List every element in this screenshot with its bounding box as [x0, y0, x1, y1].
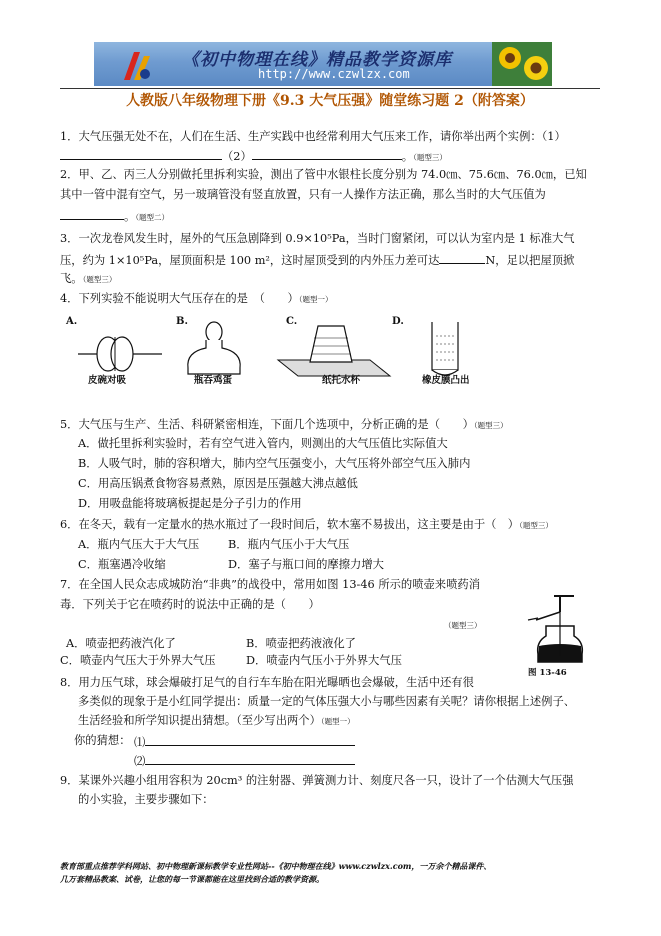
- q8-line3: 生活经验和所学知识提出猜想。（至少写出两个）（题型一）: [78, 714, 355, 727]
- q1-blank1[interactable]: [60, 148, 222, 160]
- q1-line2: （2） 。（题型三）: [60, 148, 447, 165]
- sprayer-icon: [524, 590, 604, 670]
- q8-guess1-blank[interactable]: [145, 734, 355, 746]
- q7-line1: 7．在全国人民众志成城防治“非典”的战役中，常用如图 13-46 所示的喷壶来喷药消: [60, 578, 480, 591]
- q7-option-c[interactable]: C．喷壶内气压大于外界大气压: [60, 654, 216, 667]
- q4-stem: 4．下列实验不能说明大气压存在的是 （ ）（题型一）: [60, 292, 333, 305]
- q5-option-b[interactable]: B．人吸气时，肺的容积增大，肺内空气压强变小，大气压将外部空气压入肺内: [78, 457, 471, 470]
- footer-line1: 教育部重点推荐学科网站、初中物理新课标教学专业性网站--《初中物理在线》www.czwlzx.com，一万余个精品课件、: [60, 861, 492, 871]
- q8-guess2: ⑵: [134, 753, 355, 769]
- q4-option-c-caption: 纸托水杯: [322, 375, 361, 386]
- page-footer: [60, 860, 491, 886]
- banner-title: 《初中物理在线》精品教学资源库: [182, 50, 452, 70]
- q5-option-a[interactable]: A．做托里拆利实验时，若有空气进入管内，则测出的大气压值比实际值大: [78, 437, 448, 450]
- site-logo-icon: [120, 46, 156, 82]
- q1-tag: （题型三）: [413, 153, 447, 162]
- q8-line1: 8．用力压气球，球会爆破打足气的自行车车胎在阳光曝晒也会爆破，生活中还有很: [60, 676, 474, 689]
- q3-line1: 3．一次龙卷风发生时，屋外的气压急剧降到 0.9×10⁵Pa，当时门窗紧闭，可以认为室内是 1 标准大气: [60, 232, 575, 245]
- q1-line1: 1．大气压强无处不在，人们在生活、生产实践中也经常利用大气压来工作，请你举出两个实例：（1）: [60, 130, 566, 143]
- q2-line1: 2．甲、乙、丙三人分别做托里拆利实验，测出了管中水银柱长度分别为 74.0㎝、75.6㎝、76.0㎝，已知: [60, 168, 587, 181]
- inverted-cup-icon: [278, 326, 390, 376]
- q3-line2: 压，约为 1×10⁵Pa，屋顶面积是 100 m²，这时屋顶受到的内外压力差可达 N，足以把屋顶掀: [60, 254, 575, 267]
- q2-line2: 其中一管中混有空气，另一玻璃管没有竖直放置，只有一人操作方法正确，那么当时的大气压值为: [60, 188, 546, 201]
- header-rule: [60, 88, 600, 89]
- q6-option-d[interactable]: D．塞子与瓶口间的摩擦力增大: [228, 558, 384, 571]
- q3-blank[interactable]: [439, 252, 485, 264]
- q7-line2: 毒．下列关于它在喷药时的说法中正确的是（ ）: [60, 598, 320, 611]
- q6-stem: 6．在冬天，载有一定量水的热水瓶过了一段时间后，软木塞不易拔出，这主要是由于（ ）（题型三）: [60, 518, 553, 531]
- q8-guess2-blank[interactable]: [145, 753, 355, 765]
- q4-option-b-caption: 瓶吞鸡蛋: [194, 375, 233, 386]
- footer-line2: 几万套精品教案、试卷，让您的每一节课都能在这里找到合适的教学资源。: [60, 874, 324, 884]
- q6-option-a[interactable]: A．瓶内气压大于大气压: [78, 538, 200, 551]
- sunflower-icon: [492, 42, 552, 86]
- q6-option-c[interactable]: C．瓶塞遇冷收缩: [78, 558, 166, 571]
- site-banner: [94, 42, 552, 86]
- q7-figure-caption: 图 13-46: [528, 668, 567, 678]
- suction-cups-icon: [78, 337, 162, 371]
- q9-line2: 的小实验，主要步骤如下：: [78, 793, 214, 806]
- bottle-egg-icon: [188, 322, 240, 374]
- q4-option-d-letter: D.: [392, 316, 404, 327]
- document-title: 人教版八年级物理下册《9.3 大气压强》随堂练习题 2（附答案）: [126, 93, 534, 109]
- q1-blank2[interactable]: [252, 148, 402, 160]
- q6-option-b[interactable]: B．瓶内气压小于大气压: [228, 538, 350, 551]
- q7-option-b[interactable]: B．喷壶把药液液化了: [246, 637, 356, 650]
- membrane-cylinder-icon: [432, 322, 458, 375]
- q4-option-a-caption: 皮碗对吸: [88, 375, 127, 386]
- q3-line3: 飞。（题型三）: [60, 272, 117, 285]
- q7-option-a[interactable]: A．喷壶把药液汽化了: [66, 637, 176, 650]
- q5-stem: 5．大气压与生产、生活、科研紧密相连，下面几个选项中，分析正确的是（ ）（题型三）: [60, 418, 508, 431]
- q4-option-a-letter: A.: [66, 316, 78, 327]
- q2-line3: 。（题型二）: [60, 208, 169, 225]
- banner-url: http://www.czwlzx.com: [258, 67, 410, 81]
- q4-option-c-letter: C.: [286, 316, 298, 327]
- q5-option-c[interactable]: C．用高压锅煮食物容易煮熟，原因是压强越大沸点越低: [78, 477, 358, 490]
- q4-option-b-letter: B.: [176, 316, 188, 327]
- q2-blank[interactable]: [60, 208, 124, 220]
- q4-option-d-caption: 橡皮膜凸出: [422, 375, 470, 386]
- q7-option-d[interactable]: D．喷壶内气压小于外界大气压: [246, 654, 402, 667]
- q8-line2: 多类似的现象于是小红同学提出：质量一定的气体压强大小与哪些因素有关呢？请你根据上述例子、: [78, 695, 576, 708]
- q9-line1: 9．某课外兴趣小组用容积为 20cm³ 的注射器、弹簧测力计、刻度尺各一只，设计了一个估测大气压强: [60, 774, 574, 787]
- q5-option-d[interactable]: D．用吸盘能将玻璃板提起是分子引力的作用: [78, 497, 302, 510]
- q7-tag: （题型三）: [444, 621, 482, 630]
- q8-guess-label: 你的猜想：: [74, 734, 131, 747]
- q8-guess1: ⑴: [134, 734, 355, 750]
